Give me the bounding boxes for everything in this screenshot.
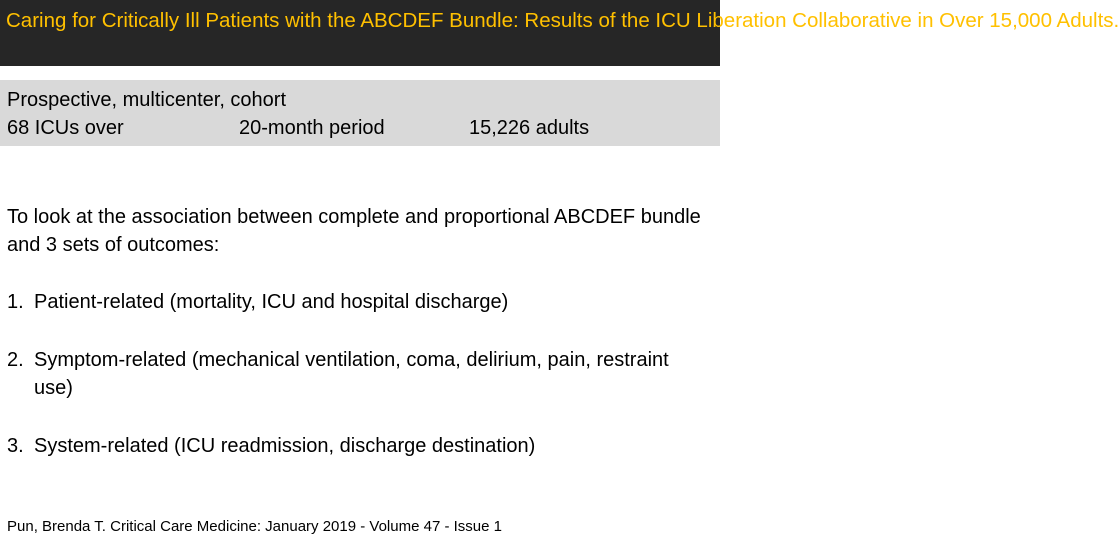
study-design-band <box>0 80 720 146</box>
title-bar <box>0 0 1119 66</box>
study-participants: 15,226 adults <box>469 117 590 139</box>
slide-title: Caring for Critically Ill Patients with the ABCDEF Bundle: Results of the ICU Liberation Collaborative in Over 15,000 Adults. <box>6 9 1119 32</box>
outcome-text: Patient-related (mortality, ICU and hospital discharge) <box>34 291 509 313</box>
citation: Pun, Brenda T. Critical Care Medicine: January 2019 - Volume 47 - Issue 1 <box>7 518 502 535</box>
study-period: 20-month period <box>239 117 385 139</box>
outcome-item <box>7 346 697 402</box>
outcome-item <box>7 432 697 460</box>
study-design: Prospective, multicenter, cohort <box>7 89 287 111</box>
study-sites: 68 ICUs over <box>7 117 124 139</box>
study-aim: To look at the association between complete and proportional ABCDEF bundle and 3 sets of outcomes: <box>7 206 701 256</box>
outcome-number: 2. <box>7 349 24 371</box>
outcome-text: System-related (ICU readmission, discharge destination) <box>34 435 536 457</box>
outcome-text: Symptom-related (mechanical ventilation, coma, delirium, pain, restraint use) <box>34 349 669 399</box>
outcome-item <box>7 288 697 316</box>
outcome-number: 3. <box>7 435 24 457</box>
outcome-number: 1. <box>7 291 24 313</box>
